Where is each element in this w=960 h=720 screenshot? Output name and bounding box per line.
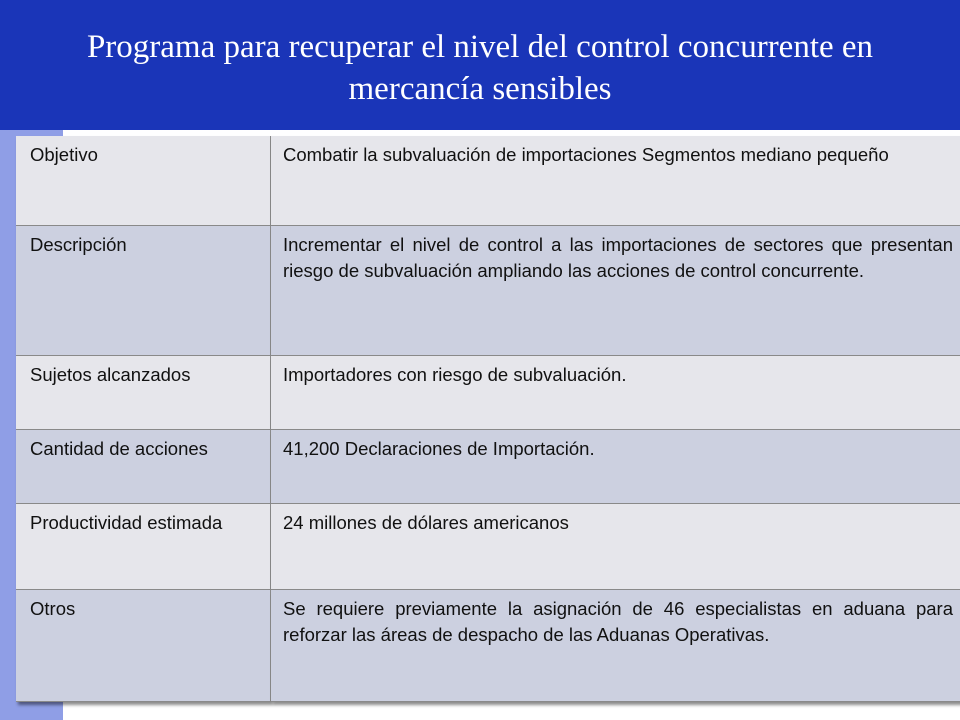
row-label: Cantidad de acciones [16,430,271,504]
row-value: 24 millones de dólares americanos [271,504,960,590]
row-label: Otros [16,590,271,702]
table-row [16,590,960,702]
row-value: 41,200 Declaraciones de Importación. [271,430,960,504]
row-label: Objetivo [16,136,271,226]
row-label: Productividad estimada [16,504,271,590]
table-row [16,430,960,504]
table-row [16,504,960,590]
row-label: Descripción [16,226,271,356]
slide-header [0,0,960,130]
row-value: Importadores con riesgo de subvaluación. [271,356,960,430]
table-row [16,136,960,226]
program-info-table [16,136,960,702]
row-value: Incrementar el nivel de control a las importaciones de sectores que presentan riesgo de subvaluación ampliando las acciones de control concurrente. [271,226,960,356]
table-row [16,356,960,430]
table-row [16,226,960,356]
row-value: Combatir la subvaluación de importaciones Segmentos mediano pequeño [271,136,960,226]
row-label: Sujetos alcanzados [16,356,271,430]
slide-title: Programa para recuperar el nivel del control concurrente en mercancía sensibles [86,29,874,107]
row-value: Se requiere previamente la asignación de 46 especialistas en aduana para reforzar las áreas de despacho de las Aduanas Operativas. [271,590,960,702]
